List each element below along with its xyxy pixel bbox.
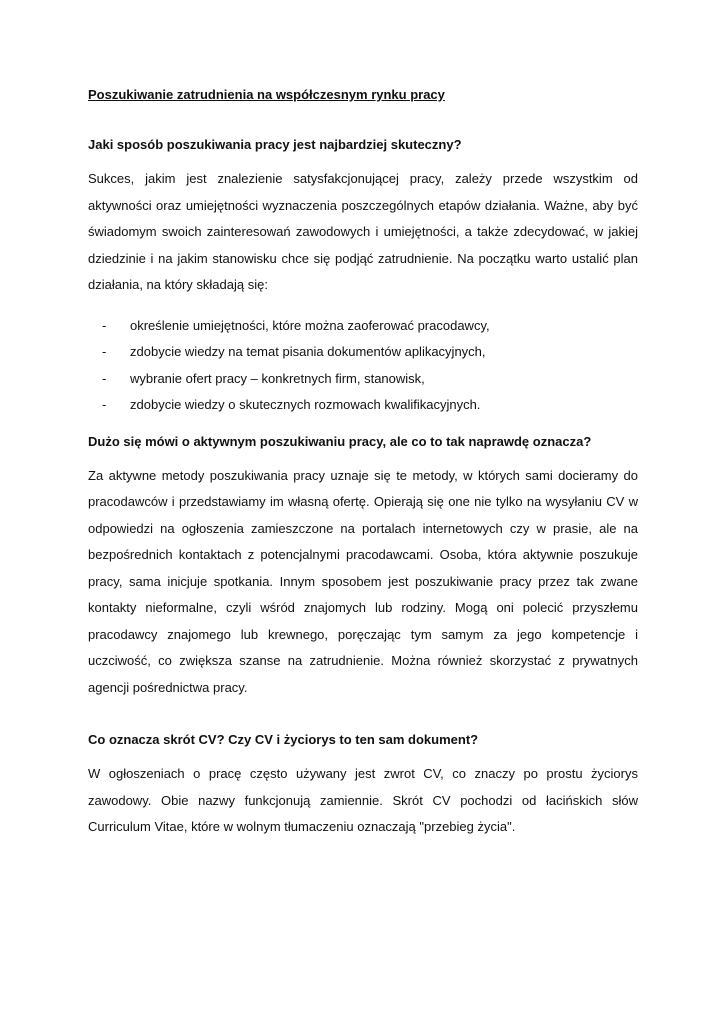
action-plan-list [88, 313, 638, 419]
section-paragraph: W ogłoszeniach o pracę często używany jest zwrot CV, co znaczy po prostu życiorys zawodowy. Obie nazwy funkcjonują zamiennie. Skrót CV pochodzi od łacińskich słów Curriculum Vitae, które w wolnym tłumaczeniu oznaczają "przebieg życia". [88, 766, 638, 834]
list-item-text: zdobycie wiedzy na temat pisania dokumentów aplikacyjnych, [130, 344, 486, 359]
document-page [88, 86, 638, 841]
section-spacer [88, 701, 638, 731]
list-item [88, 366, 638, 393]
bullet-dash: - [102, 397, 107, 412]
section-heading: Jaki sposób poszukiwania pracy jest najbardziej skuteczny? [88, 137, 462, 152]
bullet-dash: - [102, 344, 107, 359]
list-item [88, 392, 638, 419]
section-heading: Co oznacza skrót CV? Czy CV i życiorys to ten sam dokument? [88, 732, 479, 747]
list-item-text: zdobycie wiedzy o skutecznych rozmowach kwalifikacyjnych. [130, 397, 481, 412]
section-heading: Dużo się mówi o aktywnym poszukiwaniu pracy, ale co to tak naprawdę oznacza? [88, 433, 592, 449]
bullet-dash: - [102, 317, 107, 333]
list-item-text: określenie umiejętności, które można zaoferować pracodawcy, [130, 317, 490, 333]
list-item [88, 313, 638, 340]
section-cv-meaning [88, 731, 638, 841]
section-effective-search [88, 136, 638, 419]
section-paragraph: Sukces, jakim jest znalezienie satysfakcjonującej pracy, zależy przede wszystkim od aktywności oraz umiejętności wyznaczenia poszczególnych etapów działania. Ważne, aby być świadomym swoich zainteresowań zawodowych i umiejętności, a także zdecydować, w jakiej dziedzinie i na jakim stanowisku chce się podjąć zatrudnienie. Na początku warto ustalić plan działania, na który składają się: [88, 171, 638, 292]
section-paragraph: Za aktywne metody poszukiwania pracy uznaje się te metody, w których sami docieramy do pracodawców i przedstawiamy im własną ofertę. Opierają się one nie tylko na wysyłaniu CV w odpowiedzi na ogłoszenia zamieszczone na portalach internetowych czy w prasie, ale na bezpośrednich kontaktach z potencjalnymi pracodawcami. Osoba, która aktywnie poszukuje pracy, sama inicjuje spotkania. Innym sposobem jest poszukiwanie pracy przez tak zwane kontakty nieformalne, czyli wśród znajomych lub rodziny. Mogą oni polecić przyszłemu pracodawcy znajomego lub krewnego, poręczając tym samym za jego kompetencje i uczciwość, co zwiększa szanse na zatrudnienie. Można również skorzystać z prywatnych agencji pośrednictwa pracy. [88, 467, 638, 695]
list-item [88, 339, 638, 366]
section-active-search [88, 433, 638, 702]
bullet-dash: - [102, 370, 107, 386]
list-item-text: wybranie ofert pracy – konkretnych firm, stanowisk, [130, 370, 425, 386]
document-title: Poszukiwanie zatrudnienia na współczesnym rynku pracy [88, 87, 445, 102]
